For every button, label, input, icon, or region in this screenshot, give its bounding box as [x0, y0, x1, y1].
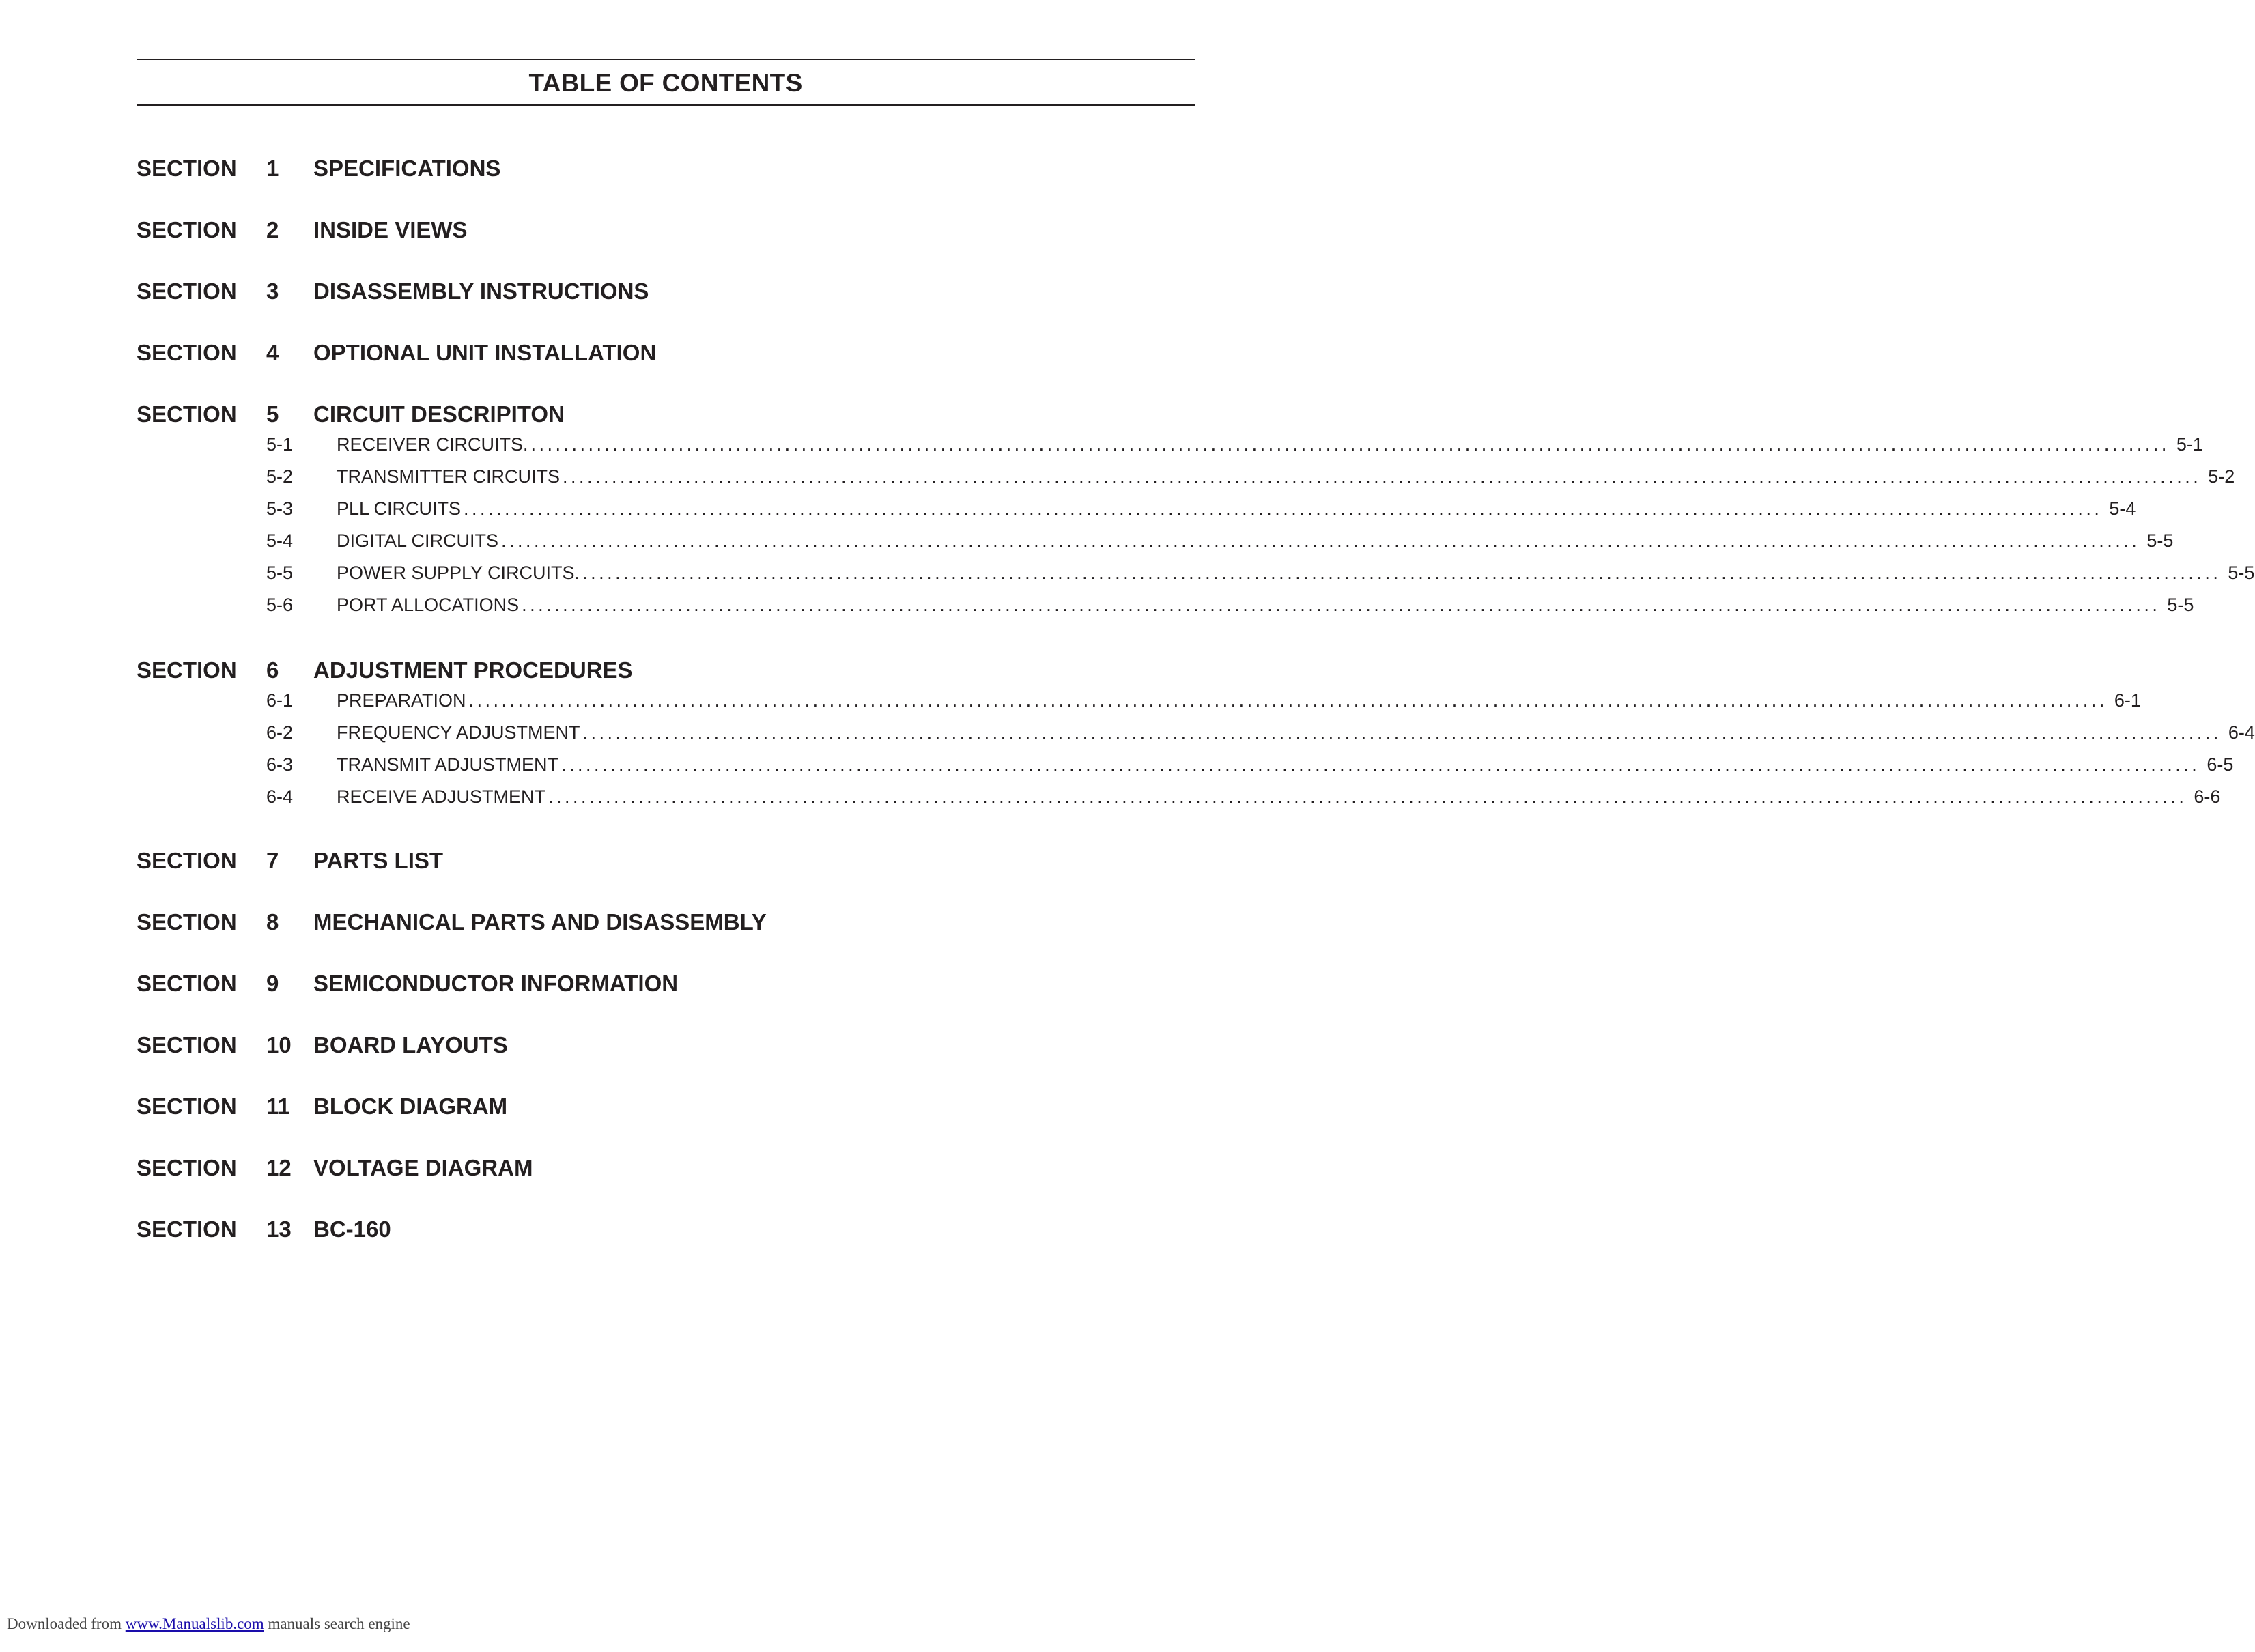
entry-page: 5-4: [2109, 498, 2136, 519]
toc-entry-5-2[interactable]: [266, 463, 2235, 490]
toc-section-3[interactable]: [137, 275, 1195, 308]
section-title: BC-160: [313, 1216, 391, 1242]
section-keyword: SECTION: [137, 1094, 237, 1119]
entry-page: 6-4: [2228, 722, 2255, 743]
section-number: 7: [266, 848, 279, 873]
section-keyword: SECTION: [137, 1216, 237, 1242]
entry-page: 5-5: [2167, 595, 2194, 615]
section-title: MECHANICAL PARTS AND DISASSEMBLY: [313, 909, 767, 935]
toc-entry-5-6[interactable]: [266, 591, 2194, 618]
entry-number: 5-1: [266, 434, 294, 455]
manualslib-link[interactable]: www.Manualslib.com: [125, 1615, 264, 1632]
entry-label: PLL CIRCUITS: [337, 498, 462, 519]
section-title: INSIDE VIEWS: [313, 217, 468, 242]
section-keyword: SECTION: [137, 401, 237, 427]
section-number: 13: [266, 1216, 292, 1242]
section-number: 6: [266, 657, 279, 683]
entry-number: 5-3: [266, 498, 294, 519]
toc-section-5[interactable]: [137, 398, 1195, 431]
toc-entry-6-4[interactable]: [266, 783, 2221, 810]
section-title: OPTIONAL UNIT INSTALLATION: [313, 340, 657, 365]
section-title: SEMICONDUCTOR INFORMATION: [313, 971, 679, 996]
section-keyword: SECTION: [137, 340, 237, 365]
section-keyword: SECTION: [137, 217, 237, 242]
dot-leader: ........................................................................................................................................................................................................: [582, 722, 2222, 743]
dot-leader: ........................................................................................................................................................................................................: [563, 466, 2202, 487]
title-bottom-rule: [137, 104, 1195, 106]
entry-page: 5-1: [2176, 434, 2203, 455]
section-keyword: SECTION: [137, 657, 237, 683]
dot-leader: ........................................................................................................................................................................................................: [548, 786, 2187, 807]
entry-number: 6-2: [266, 722, 294, 743]
toc-entry-5-4[interactable]: [266, 527, 2174, 554]
section-keyword: SECTION: [137, 848, 237, 873]
dot-leader: ........................................................................................................................................................................................................: [582, 562, 2222, 583]
dot-leader: ........................................................................................................................................................................................................: [501, 530, 2140, 551]
download-footer: [7, 1614, 410, 1634]
section-title: DISASSEMBLY INSTRUCTIONS: [313, 279, 649, 304]
footer-suffix: manuals search engine: [268, 1615, 410, 1632]
entry-page: 6-6: [2194, 786, 2221, 807]
entry-number: 5-4: [266, 530, 294, 551]
toc-section-4[interactable]: [137, 337, 1195, 369]
toc-entry-5-3[interactable]: [266, 495, 2136, 522]
entry-page: 6-1: [2114, 690, 2141, 711]
section-keyword: SECTION: [137, 156, 237, 181]
section-number: 9: [266, 971, 279, 996]
section-title: PARTS LIST: [313, 848, 444, 873]
dot-leader: ........................................................................................................................................................................................................: [530, 434, 2170, 455]
section-number: 3: [266, 279, 279, 304]
dot-leader: ........................................................................................................................................................................................................: [464, 498, 2103, 519]
section-number: 5: [266, 401, 279, 427]
dot-leader: ........................................................................................................................................................................................................: [561, 754, 2200, 775]
footer-prefix: Downloaded from: [7, 1615, 122, 1632]
section-number: 11: [266, 1094, 290, 1119]
section-title: SPECIFICATIONS: [313, 156, 501, 181]
section-number: 10: [266, 1032, 292, 1057]
entry-number: 5-6: [266, 595, 294, 615]
toc-section-6[interactable]: [137, 654, 1195, 687]
section-number: 1: [266, 156, 279, 181]
dot-leader: ........................................................................................................................................................................................................: [522, 595, 2161, 615]
toc-section-10[interactable]: [137, 1029, 1195, 1062]
entry-number: 6-4: [266, 786, 294, 807]
toc-section-8[interactable]: [137, 906, 1195, 939]
section-title: ADJUSTMENT PROCEDURES: [313, 657, 633, 683]
section-keyword: SECTION: [137, 1155, 237, 1180]
section-title: CIRCUIT DESCRIPITON: [313, 401, 565, 427]
entry-page: 5-2: [2208, 466, 2235, 487]
entry-label: PREPARATION: [337, 690, 466, 711]
section-number: 2: [266, 217, 279, 242]
section-keyword: SECTION: [137, 279, 237, 304]
toc-section-1[interactable]: [137, 152, 1195, 185]
entry-label: RECEIVE ADJUSTMENT: [337, 786, 546, 807]
entry-label: TRANSMIT ADJUSTMENT: [337, 754, 559, 775]
dot-leader: ........................................................................................................................................................................................................: [468, 690, 2108, 711]
title-top-rule: [137, 59, 1195, 60]
page-title: TABLE OF CONTENTS: [528, 69, 803, 97]
toc-entry-5-5[interactable]: [266, 559, 2255, 586]
toc-entry-6-2[interactable]: [266, 719, 2255, 746]
entry-number: 5-2: [266, 466, 294, 487]
toc-entry-6-1[interactable]: [266, 687, 2141, 714]
toc-section-9[interactable]: [137, 967, 1195, 1000]
entry-page: 5-5: [2228, 562, 2255, 583]
toc-section-7[interactable]: [137, 844, 1195, 877]
toc-section-2[interactable]: [137, 214, 1195, 246]
entry-label: POWER SUPPLY CIRCUITS.: [337, 562, 580, 583]
toc-section-13[interactable]: [137, 1213, 1195, 1246]
section-keyword: SECTION: [137, 909, 237, 935]
toc-section-11[interactable]: [137, 1090, 1195, 1123]
entry-page: 6-5: [2207, 754, 2234, 775]
toc-entry-5-1[interactable]: [266, 431, 2203, 458]
section-number: 8: [266, 909, 279, 935]
entry-label: TRANSMITTER CIRCUITS: [337, 466, 560, 487]
section-number: 12: [266, 1155, 292, 1180]
entry-page: 5-5: [2146, 530, 2174, 551]
entry-label: RECEIVER CIRCUITS.: [337, 434, 528, 455]
toc-entry-6-3[interactable]: [266, 751, 2234, 778]
entry-number: 6-1: [266, 690, 294, 711]
entry-label: FREQUENCY ADJUSTMENT: [337, 722, 580, 743]
entry-label: DIGITAL CIRCUITS: [337, 530, 499, 551]
section-title: VOLTAGE DIAGRAM: [313, 1155, 533, 1180]
toc-section-12[interactable]: [137, 1152, 1195, 1184]
entry-label: PORT ALLOCATIONS: [337, 595, 520, 615]
entry-number: 6-3: [266, 754, 294, 775]
section-number: 4: [266, 340, 279, 365]
section-title: BLOCK DIAGRAM: [313, 1094, 508, 1119]
section-title: BOARD LAYOUTS: [313, 1032, 508, 1057]
entry-number: 5-5: [266, 562, 294, 583]
section-keyword: SECTION: [137, 971, 237, 996]
section-keyword: SECTION: [137, 1032, 237, 1057]
